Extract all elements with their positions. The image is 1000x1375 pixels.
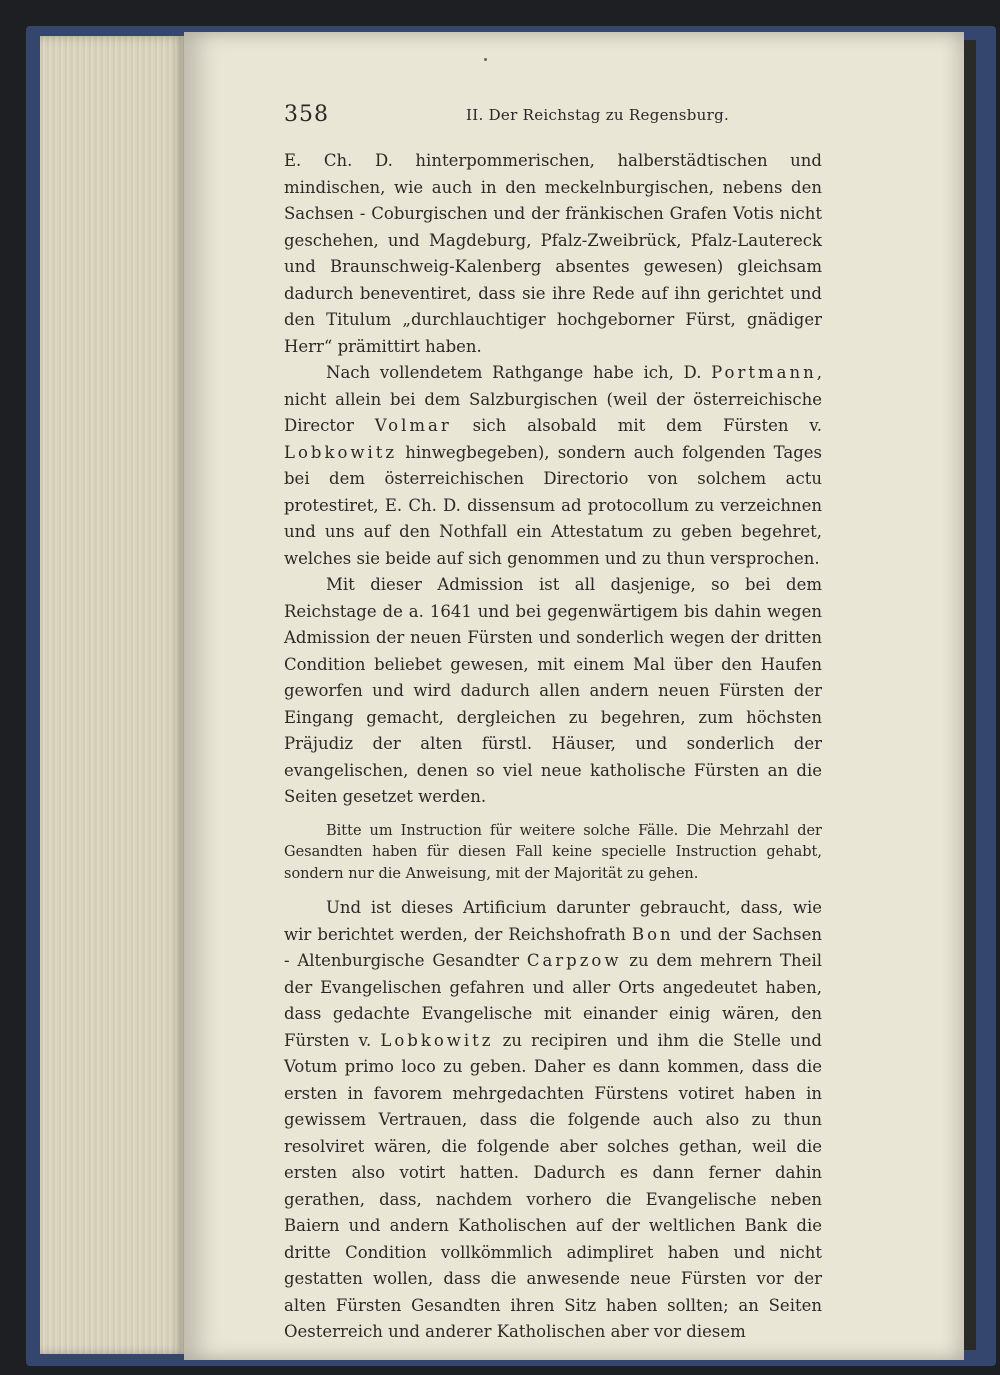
paragraph-1: E. Ch. D. hinterpommerischen, halberstädtischen und mindischen, wie auch in den meckelnburgischen, nebens den Sachsen - Coburgischen und der fränkischen Grafen Votis nicht geschehen, und Magdeburg, Pfalz-Zweibrück, Pfalz-Lautereck und Braunschweig-Kalenberg absentes gewesen) gleichsam dadurch beneventiret, dass sie ihre Rede auf ihn gerichtet und den Titulum „durchlauchtiger hochgeborner Fürst, gnädiger Herr“ prämittirt haben. [284,151,822,356]
text-run: und der Sachsen - Altenburgische Gesandter [284,924,822,970]
marginal-note: Bitte um Instruction für weitere solche Fälle. Die Mehrzahl der Gesandten haben für diesen Fall keine specielle Instruction gehabt, sondern nur die Anweisung, mit der Majorität zu gehen. [284,822,822,882]
page-edges [40,36,185,1354]
spaced-name-lobkowitz: Lobkowitz [380,1030,494,1050]
text-run: sich alsobald mit dem Fürsten v. [451,416,822,435]
spaced-name-lobkowitz: Lobkowitz [284,442,398,462]
book-gutter-shadow [962,40,976,1350]
page-body [284,148,822,1346]
page-number: 358 [284,102,329,127]
paragraph-2 [284,360,822,572]
paragraph-3: Mit dieser Admission ist all dasjenige, so bei dem Reichstage de a. 1641 und bei gegenwärtigem bis dahin wegen Admission der neuen Fürsten und sonderlich wegen der dritten Condition beliebet gewesen, mit einem Mal über den Haufen geworfen und wird dadurch allen andern neuen Fürsten der Eingang gemacht, dergleichen zu begehren, zum höchsten Präjudiz der alten fürstl. Häuser, und sonderlich der evangelischen, denen so viel neue katholische Fürsten an die Seiten gesetzet werden. [284,575,822,806]
running-title: II. Der Reichstag zu Regensburg. [466,106,730,124]
speck-mark [484,58,487,61]
text-run: Und ist dieses Artificium darunter gebraucht, dass, wie wir berichtet werden, der Reichshofrath [284,898,822,944]
book-page [184,32,964,1360]
paragraph-4 [284,895,822,1346]
spaced-name-volmar: Volmar [374,416,452,435]
spaced-name-portmann: Portmann [711,363,817,382]
text-run: hinwegbegeben), sondern auch folgenden Tages bei dem österreichischen Directorio von solchem actu protestiret, E. Ch. D. dissensum ad protocollum zu verzeichnen und uns auf den Nothfall ein Attestatum zu geben begehret, welches sie beide auf sich genommen und zu thun versprochen. [284,442,822,568]
text-run: , nicht allein bei dem Salzburgischen (weil der österreichische Director [284,363,822,435]
text-run: zu dem mehrern Theil der Evangelischen gefahren und aller Orts angedeutet haben, dass gedachte Evangelische mit einander einig wären, den Fürsten v. [284,951,822,1050]
text-run: zu recipiren und ihm die Stelle und Votum primo loco zu geben. Daher es dann kommen, dass die ersten in favorem mehrgedachten Fürstens votiret haben in gewissem Vertrauen, dass die folgende auch also zu thun resolviret wären, die folgende aber solches gethan, weil die ersten also votirt hatten. Dadurch es dann ferner dahin gerathen, dass, nachdem vorhero die Evangelische neben Baiern und andern Katholischen auf der weltlichen Bank die dritte Condition vollkömmlich adimpliret haben und nicht gestatten wollen, dass die anwesende neue Fürsten vor der alten Fürsten Gesandten ihren Sitz haben sollten; an Seiten Oesterreich und anderer Katholischen aber vor diesem [284,1030,822,1341]
spaced-name-carpzow: Carpzow [526,951,622,970]
spaced-name-bon: Bon [632,924,674,944]
page-header [284,102,844,132]
text-run: Nach vollendetem Rathgange habe ich, D. [326,363,712,382]
